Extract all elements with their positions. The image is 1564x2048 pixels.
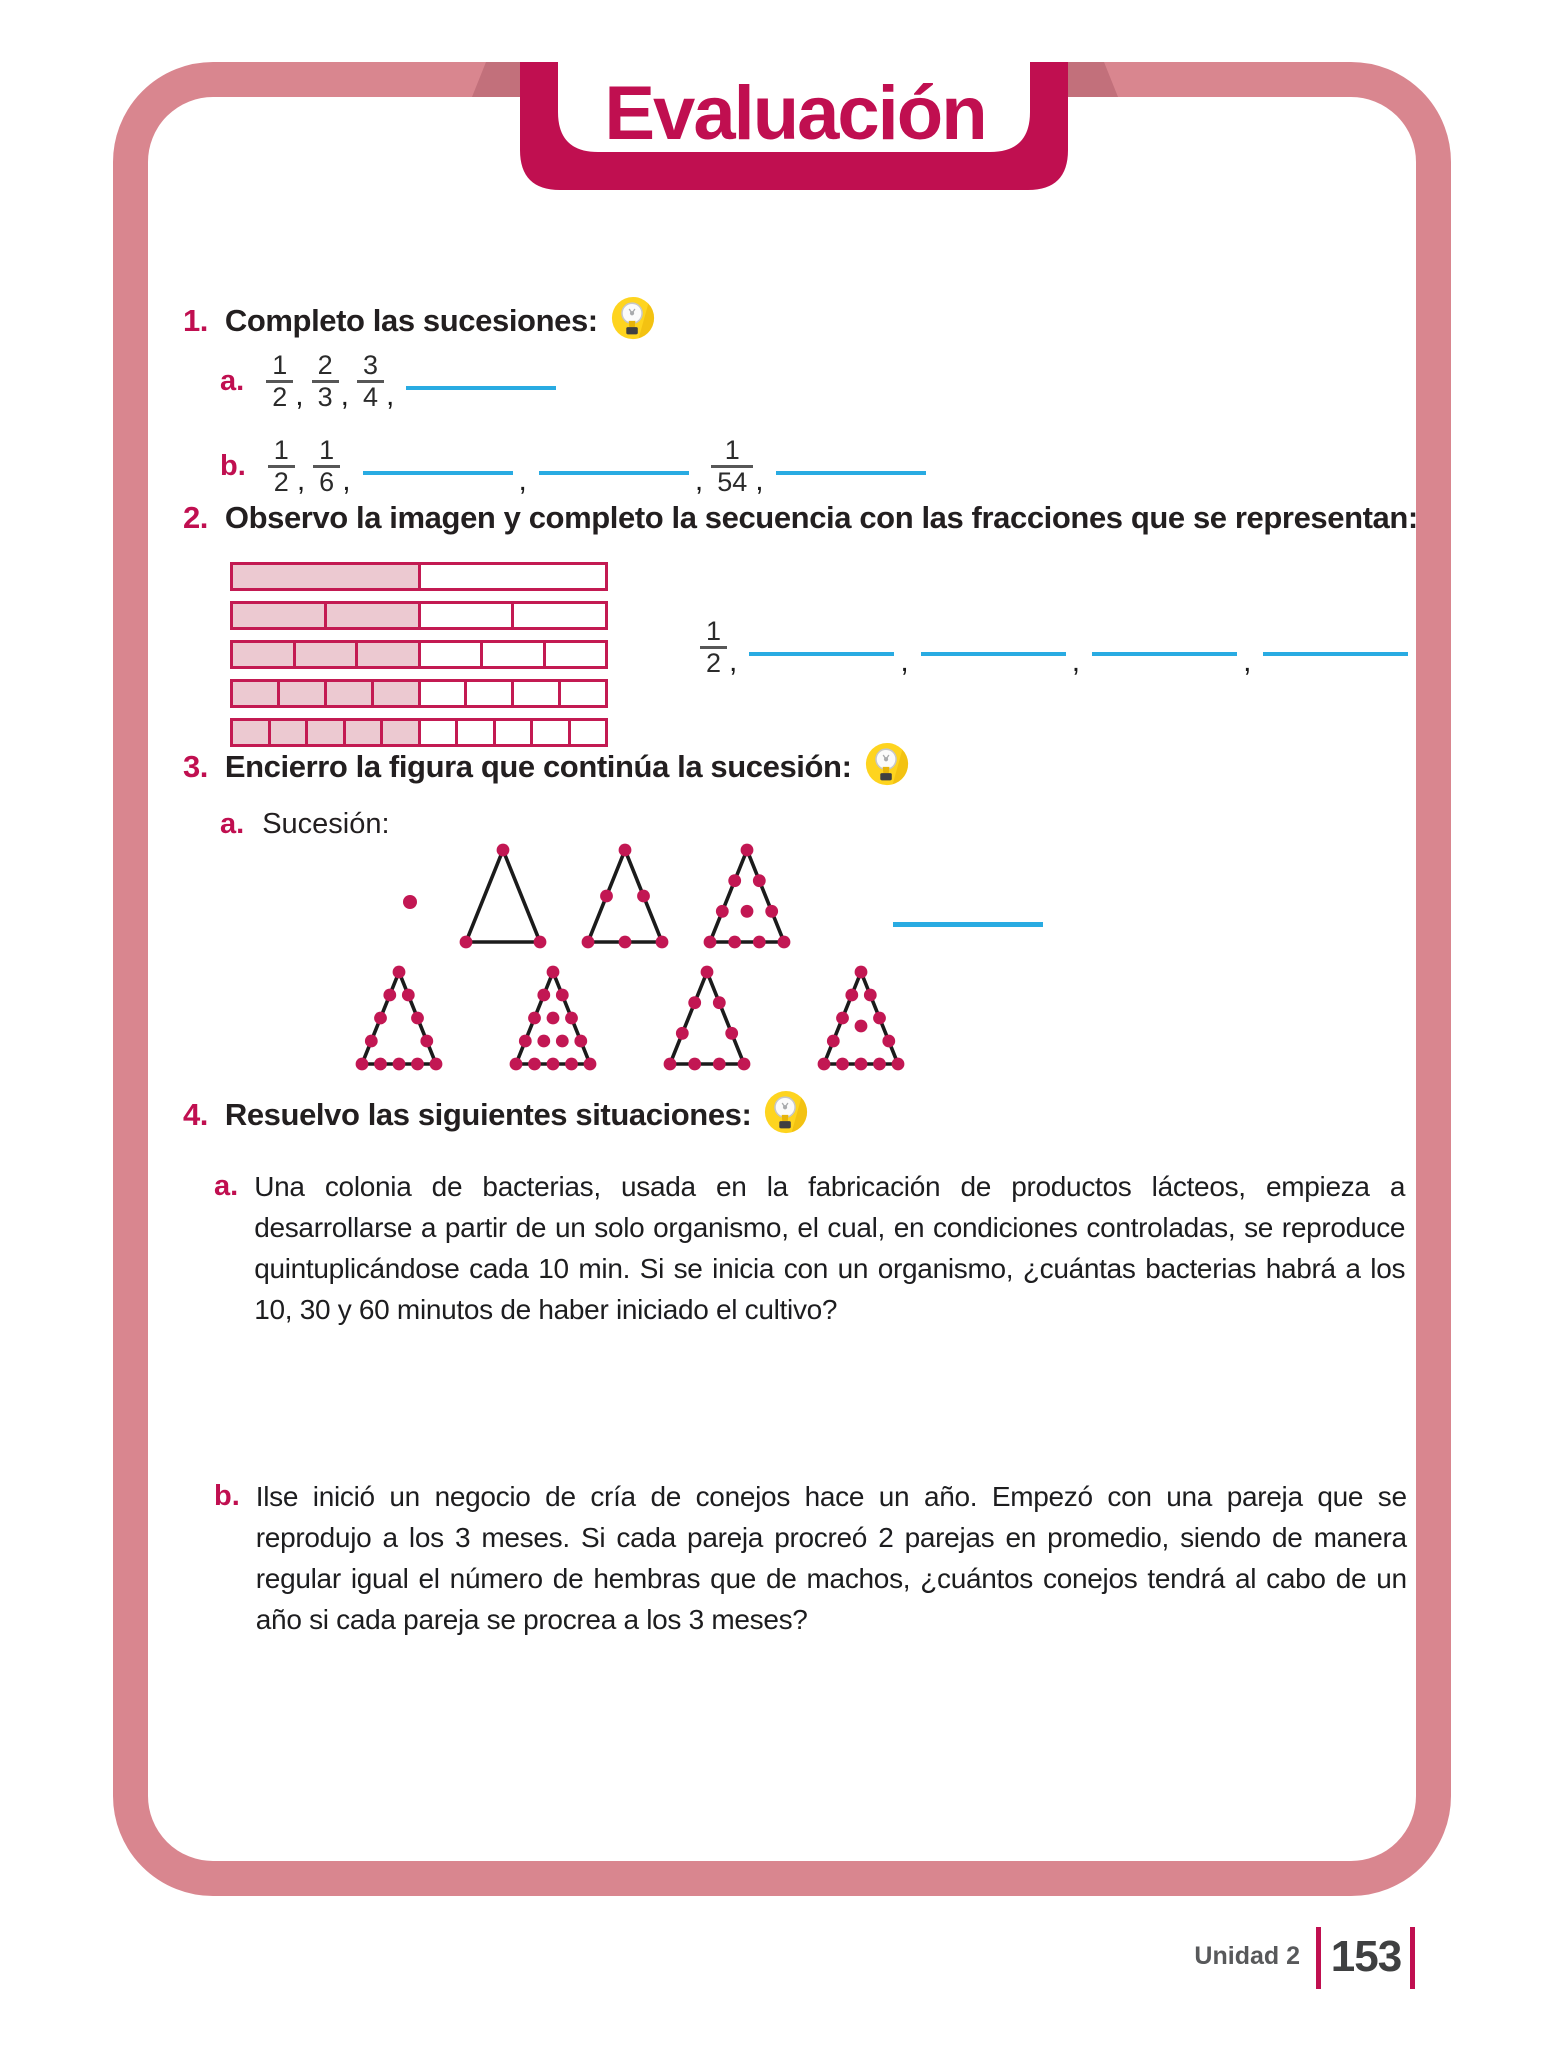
fraction-denominator: 2 (268, 465, 295, 497)
fraction (700, 617, 727, 678)
triangle-sequence (393, 838, 793, 959)
fraction-bar (230, 679, 608, 708)
bar-cell (233, 604, 327, 627)
fraction-numerator: 1 (273, 434, 289, 465)
fraction-numerator: 1 (272, 349, 288, 380)
bar-cell (533, 721, 571, 744)
fraction-denominator: 2 (700, 646, 727, 678)
fraction (312, 351, 339, 412)
fraction-denominator: 3 (312, 380, 339, 412)
fraction (313, 436, 340, 497)
fraction-numerator: 2 (317, 349, 333, 380)
bar-cell (483, 643, 546, 666)
exercise-1-number: 1. (183, 303, 208, 338)
page-title: Evaluación (604, 71, 986, 156)
exercise-3a-title: Sucesión: (262, 808, 390, 840)
exercise-2-sequence (700, 617, 1412, 677)
fraction (711, 436, 753, 497)
comma: , (295, 379, 304, 412)
bar-cell (458, 721, 496, 744)
comma: , (694, 464, 704, 497)
lightbulb-icon (864, 742, 910, 788)
bar-cell (421, 565, 606, 588)
row-label: a. (220, 808, 245, 840)
lightbulb-icon (610, 296, 656, 342)
row-label: b. (220, 449, 246, 482)
exercise-3-title: Encierro la figura que continúa la sucesión: (224, 749, 852, 784)
exercise-3-heading (183, 744, 910, 790)
fraction (268, 436, 295, 497)
answer-blank[interactable] (363, 471, 513, 475)
bar-cell (233, 721, 271, 744)
fraction-bar (230, 601, 608, 630)
bar-cell (421, 604, 515, 627)
fraction-numerator: 3 (362, 349, 378, 380)
bar-cell (327, 682, 374, 705)
answer-option-2[interactable] (507, 960, 599, 1081)
answer-blank[interactable] (921, 652, 1066, 656)
exercise-2-title: Observo la imagen y completo la secuencia con las fracciones que se representan: (224, 500, 1418, 535)
answer-option-3[interactable] (661, 960, 753, 1081)
comma: , (342, 464, 351, 497)
bar-cell (280, 682, 327, 705)
bar-cell (233, 643, 296, 666)
unit-label: Unidad 2 (1194, 1942, 1300, 1970)
comma: , (518, 464, 527, 497)
footer-divider (1316, 1927, 1321, 1989)
sequence-figure-1 (393, 838, 427, 959)
comma: , (296, 464, 306, 497)
sequence-figure-2 (457, 838, 549, 959)
bar-cell (496, 721, 534, 744)
fraction-bar (230, 640, 608, 669)
bar-cell (383, 721, 421, 744)
bar-cell (327, 604, 421, 627)
bar-cell (421, 721, 459, 744)
lightbulb-icon (763, 1090, 809, 1136)
problem-b (214, 1476, 1407, 1640)
fraction-denominator: 4 (357, 380, 384, 412)
problem-b-text: Ilse inició un negocio de cría de conejos hace un año. Empezó con una pareja que se reprodujo a los 3 meses. Si cada pareja procreó 2 parejas en promedio, siendo de manera regular igual el número de hembras que de machos, ¿cuántos conejos tendrá al cabo de un año si cada pareja se procrea a los 3 meses? (255, 1481, 1407, 1635)
bar-cell (296, 643, 359, 666)
comma: , (1243, 645, 1252, 678)
footer-divider (1410, 1927, 1415, 1989)
exercise-3a-label (220, 808, 390, 841)
fraction-denominator: 6 (313, 465, 340, 497)
problem-a (214, 1166, 1405, 1330)
answer-blank[interactable] (1263, 652, 1408, 656)
exercise-1-heading (183, 298, 656, 344)
exercise-2-heading (183, 500, 1418, 536)
row-label: a. (214, 1170, 239, 1202)
comma: , (385, 379, 395, 412)
comma: , (755, 464, 764, 497)
sequence-figure-4 (701, 838, 793, 959)
answer-blank[interactable] (893, 922, 1043, 927)
bar-cell (561, 682, 605, 705)
exercise-1-sequences (220, 351, 930, 521)
fraction-sequence-row (220, 351, 930, 411)
fraction-sequence-row (220, 436, 930, 496)
exercise-1-title: Completo las sucesiones: (224, 303, 598, 338)
sequence-figure-3 (579, 838, 671, 959)
bar-cell (374, 682, 421, 705)
bar-cell (571, 721, 606, 744)
bar-cell (514, 604, 605, 627)
answer-blank[interactable] (539, 471, 689, 475)
comma: , (1071, 645, 1081, 678)
fraction-numerator: 1 (319, 434, 335, 465)
bar-cell (514, 682, 561, 705)
problem-a-text: Una colonia de bacterias, usada en la fabricación de productos lácteos, empieza a desarrollarse a partir de un solo organismo, el cual, en condiciones controladas, se reproduce quintuplicándose cada 10 min. Si se inicia con un organismo, ¿cuántas bacterias habrá a los 10, 30 y 60 minutos de haber iniciado el cultivo? (254, 1171, 1406, 1325)
row-label: a. (220, 364, 245, 397)
bar-cell (421, 643, 484, 666)
bar-cell (421, 682, 468, 705)
exercise-2-number: 2. (183, 500, 208, 535)
fraction-numerator: 1 (706, 615, 722, 646)
exercise-4-title: Resuelvo las siguientes situaciones: (224, 1097, 752, 1132)
bar-cell (467, 682, 514, 705)
answer-blank[interactable] (749, 652, 894, 656)
bar-cell (308, 721, 346, 744)
answer-blank[interactable] (1092, 652, 1237, 656)
fraction (266, 351, 293, 412)
row-label: b. (214, 1480, 240, 1512)
bar-cell (346, 721, 384, 744)
page-number: 153 (1330, 1932, 1402, 1981)
answer-blank[interactable] (406, 386, 556, 390)
comma: , (729, 645, 738, 678)
answer-option-1[interactable] (353, 960, 445, 1081)
comma: , (900, 645, 909, 678)
fraction-bars-figure (230, 562, 608, 757)
comma: , (340, 379, 349, 412)
fraction-denominator: 54 (711, 465, 753, 497)
answer-option-4[interactable] (815, 960, 907, 1081)
exercise-3-number: 3. (183, 749, 208, 784)
answer-blank[interactable] (776, 471, 926, 475)
fraction-denominator: 2 (266, 380, 293, 412)
fraction-bar (230, 718, 608, 747)
bar-cell (358, 643, 421, 666)
fraction (357, 351, 384, 412)
bar-cell (546, 643, 606, 666)
bar-cell (233, 565, 421, 588)
exercise-4-heading (183, 1092, 809, 1138)
fraction-numerator: 1 (724, 434, 740, 465)
bar-cell (271, 721, 309, 744)
exercise-4-number: 4. (183, 1097, 208, 1132)
bar-cell (233, 682, 280, 705)
fraction-bar (230, 562, 608, 591)
answer-options (353, 960, 907, 1081)
